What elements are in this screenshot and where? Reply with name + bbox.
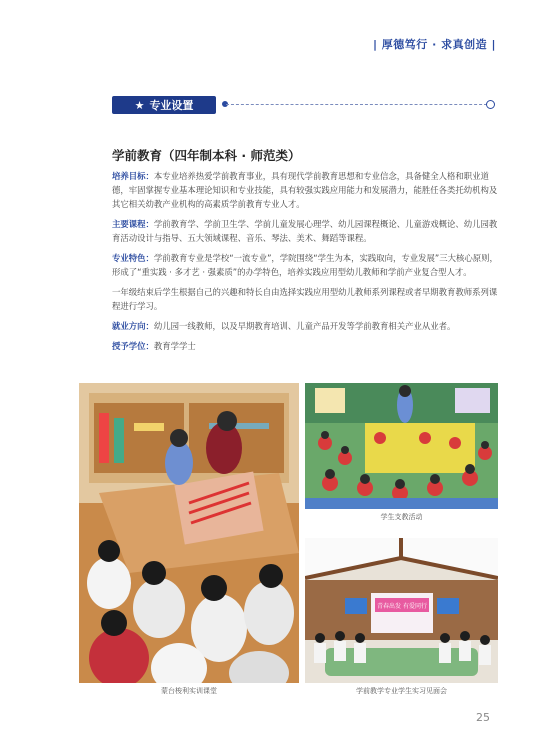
- dashed-divider: [226, 104, 492, 105]
- goal-label: 培养目标：: [112, 171, 154, 181]
- plan-paragraph: [112, 285, 502, 313]
- goal-paragraph: [112, 169, 502, 211]
- header-motto: | 厚德笃行 · 求真创造 |: [372, 38, 496, 51]
- montessori-classroom-photo: [79, 383, 299, 683]
- volunteer-teaching-photo: [305, 383, 498, 509]
- degree-label: 授予学位：: [112, 341, 154, 351]
- internship-caption: 学前教学专业学生实习见面会: [356, 687, 447, 695]
- courses-paragraph: [112, 217, 502, 245]
- features-text: 学前教育专业是学校“一流专业”，学院围绕“学生为本，实践取向，专业发展”三大核心原则，形成了“重实践 · 多才艺 · 强素质”的办学特色，培养实践应用型幼儿教师和学前产业复合型人才。: [112, 253, 498, 277]
- internship-meeting-photo: [305, 538, 498, 683]
- page-number: 25: [476, 711, 490, 724]
- career-text: 幼儿园一线教师，以及早期教育培训、儿童产品开发等学前教育相关产业从业者。: [153, 321, 456, 331]
- section-tab: [112, 96, 216, 114]
- divider-end-circle: [486, 100, 495, 109]
- degree-paragraph: [112, 339, 502, 353]
- career-paragraph: [112, 319, 502, 333]
- volunteer-caption: 学生支教活动: [380, 513, 423, 521]
- features-paragraph: [112, 251, 502, 279]
- meeting-banner-text: 青春出发 有爱同行: [377, 603, 427, 610]
- program-content: [112, 169, 502, 359]
- courses-text: 学前教育学、学前卫生学、学前儿童发展心理学、幼儿园课程概论、儿童游戏概论、幼儿园教育活动设计与指导、五大领域课程、音乐、琴法、美术、舞蹈等课程。: [112, 219, 498, 243]
- plan-text: 一年级结束后学生根据自己的兴趣和特长自由选择实践应用型幼儿教师系列课程或者早期教育教师系列课程进行学习。: [112, 287, 498, 311]
- goal-text: 本专业培养热爱学前教育事业，具有现代学前教育思想和专业信念，具备健全人格和职业道德，牢固掌握专业基本理论知识和专业技能，具有较强实践应用能力和发展潜力，能胜任各类托幼机构及其它相关幼教产业机构的高素质学前教育专业人才。: [112, 171, 498, 209]
- section-title: 专业设置: [149, 99, 194, 112]
- montessori-caption: 蒙台梭利实训课堂: [161, 687, 217, 695]
- features-label: 专业特色：: [112, 253, 154, 263]
- degree-text: 教育学学士: [153, 341, 196, 351]
- program-title: 学前教育（四年制本科 · 师范类）: [112, 148, 301, 163]
- courses-label: 主要课程：: [112, 219, 154, 229]
- career-label: 就业方向：: [112, 321, 154, 331]
- star-icon: ★: [134, 98, 145, 112]
